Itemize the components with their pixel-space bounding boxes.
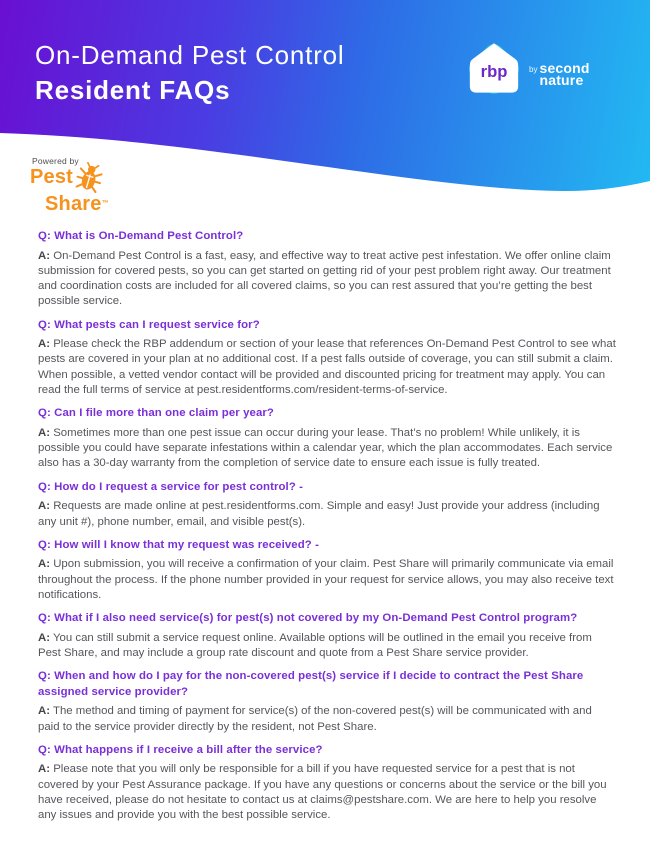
answer-text: The method and timing of payment for service(s) of the non-covered pest(s) will be communicated with and paid to the service provider directly by the resident, not Pest Share. — [38, 705, 592, 733]
faq-item — [38, 480, 616, 530]
answer-prefix: A: — [38, 500, 51, 513]
faq-answer — [38, 704, 616, 735]
page-title-line1: On-Demand Pest Control — [35, 40, 345, 70]
faq-answer — [38, 249, 616, 310]
answer-prefix: A: — [38, 558, 51, 571]
faq-answer — [38, 499, 616, 530]
answer-text: You can still submit a service request online. Available options will be outlined in the email you receive from Pest Share, and may include a group rate discount and quote from a Pest Share service provider. — [38, 631, 592, 660]
faq-question: Q: When and how do I pay for the non-covered pest(s) service if I decide to contract the Pest Share assigned service provider? — [38, 670, 584, 698]
answer-text: Please check the RBP addendum or section of your lease that references On-Demand Pest Control to see what pests are covered in your plan at no additional cost. If a pest falls outside of coverage, you can still submit a claim. When possible, a vetted vendor contact will be provided and discounted pricing for treatment may apply. You can read the full terms of service at pest.residentforms.com/resident-terms-of-service. — [38, 338, 616, 397]
rbp-house-icon — [466, 40, 522, 98]
answer-prefix: A: — [38, 426, 51, 439]
page-title-line2: Resident FAQs — [35, 75, 231, 105]
page-title — [35, 38, 345, 108]
by-label: by — [529, 64, 538, 74]
powered-by-label: Powered by — [32, 156, 79, 166]
faq-question: Q: How will I know that my request was received? - — [38, 538, 319, 551]
faq-item — [38, 743, 616, 824]
second-nature-logo — [529, 59, 590, 88]
tm-mark: ™ — [101, 200, 109, 207]
answer-prefix: A: — [38, 763, 51, 776]
faq-question: Q: How do I request a service for pest control? - — [38, 480, 304, 493]
pestshare-share — [45, 194, 109, 214]
answer-text: Requests are made online at pest.residentforms.com. Simple and easy! Just provide your address (including any unit #), phone number, email, and visible pest(s). — [38, 500, 600, 528]
answer-text: Upon submission, you will receive a confirmation of your claim. Pest Share will primarily communicate via email throughout the process. If the phone number provided in your request for service allows, you may also receive text notifications. — [38, 558, 614, 601]
faq-question: Q: Can I file more than one claim per year? — [38, 407, 274, 420]
pestshare-logo — [30, 156, 109, 214]
beetle-icon — [75, 162, 103, 196]
faq-item — [38, 611, 616, 661]
faq-question: Q: What happens if I receive a bill after the service? — [38, 743, 323, 756]
answer-prefix: A: — [38, 705, 51, 718]
faq-question: Q: What is On-Demand Pest Control? — [38, 230, 244, 242]
faq-content — [0, 196, 650, 824]
faq-list — [38, 229, 616, 824]
answer-text: Sometimes more than one pest issue can occur during your lease. That’s no problem! While unlikely, it is possible you could have separate infestations within a calendar year, which the plan accommodates. Each service also has a 30-day warranty from the completion of service date to ensure each issue is fully treated. — [38, 426, 613, 470]
rbp-text: rbp — [480, 62, 508, 82]
faq-answer — [38, 557, 616, 603]
faq-answer — [38, 426, 616, 472]
faq-question: Q: What pests can I request service for? — [38, 318, 260, 331]
pestshare-share-text: Share — [45, 193, 102, 215]
faq-item — [38, 318, 616, 399]
answer-text: Please note that you will only be responsible for a bill if you have requested service for a pest that is not covered by your Pest Assurance package. If you have any questions or concerns about the service or the bill you have received, please do not hesitate to contact us at claims@pestshare.com. We are here to help you resolve any issues and provide you with the best possible service. — [38, 763, 607, 822]
brand-second: second — [539, 59, 590, 76]
rbp-logo — [466, 40, 590, 98]
brand-nature: nature — [539, 72, 584, 88]
answer-prefix: A: — [38, 338, 51, 351]
answer-prefix: A: — [38, 249, 51, 262]
answer-text: On-Demand Pest Control is a fast, easy, and effective way to treat active pest infestation. We offer online claim submission for covered pests, so you can get started on getting rid of your pest problem right away. Our treatment and coordination costs are included for all covered claims, so you can rest assured that you’re getting the best possible service. — [38, 249, 611, 308]
faq-answer — [38, 631, 616, 662]
faq-question: Q: What if I also need service(s) for pest(s) not covered by my On-Demand Pest Control program? — [38, 612, 578, 625]
faq-item — [38, 406, 616, 471]
faq-item — [38, 229, 616, 310]
faq-answer — [38, 762, 616, 823]
faq-item — [38, 669, 616, 735]
faq-answer — [38, 337, 616, 398]
faq-item — [38, 538, 616, 603]
pestshare-pest: Pest — [30, 166, 74, 188]
answer-prefix: A: — [38, 631, 51, 644]
